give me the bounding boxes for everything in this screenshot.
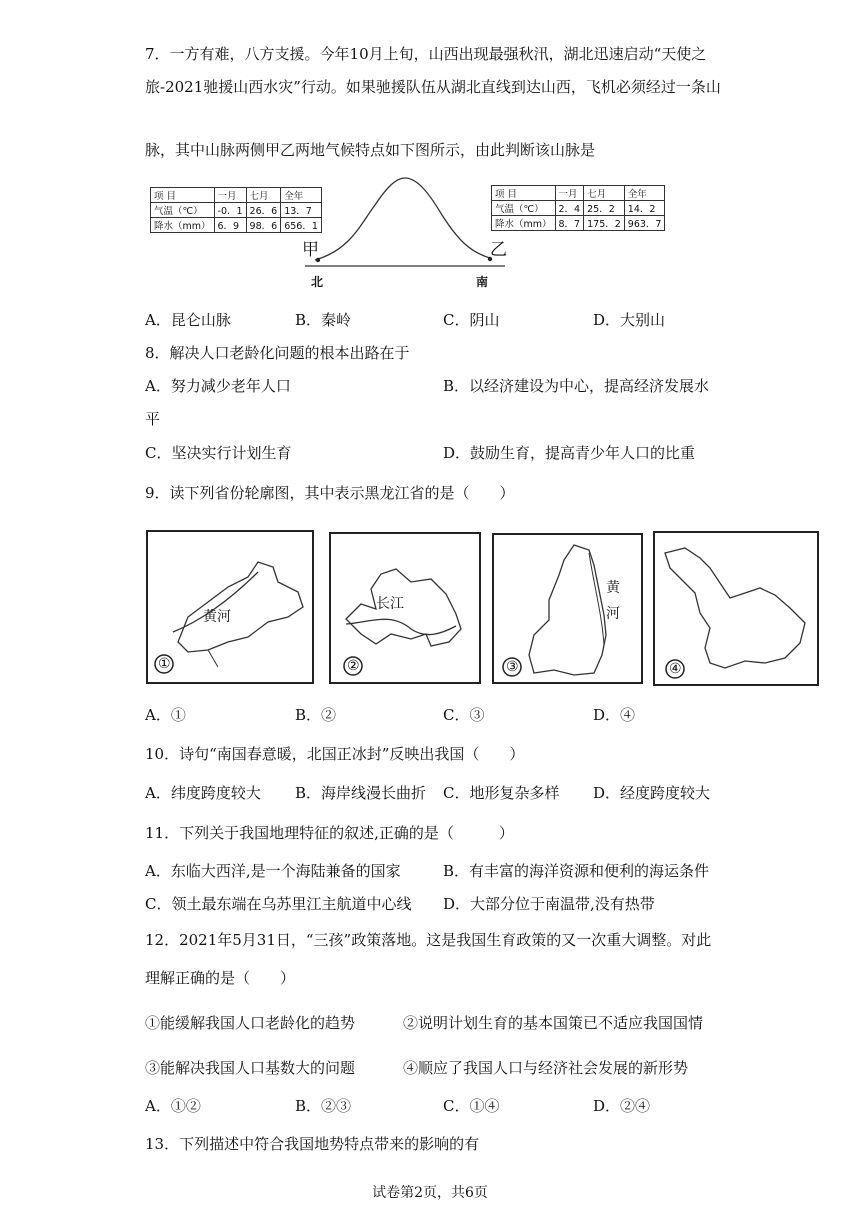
- map-2-river: 长江: [376, 596, 404, 612]
- q9-option-d[interactable]: D．④: [593, 706, 636, 724]
- map-3-number: ③: [506, 659, 519, 675]
- map-hubei[interactable]: [329, 532, 481, 684]
- q11-option-a[interactable]: A．东临大西洋,是一个海陆兼备的国家: [145, 862, 401, 880]
- map-4-number: ④: [669, 661, 682, 677]
- q7-line-3: 脉，其中山脉两侧甲乙两地气候特点如下图所示，由此判断该山脉是: [145, 141, 596, 159]
- q8-option-a[interactable]: A．努力减少老年人口: [145, 377, 291, 395]
- q11-option-d[interactable]: D．大部分位于南温带,没有热带: [443, 895, 655, 913]
- q12-option-c[interactable]: C．①④: [443, 1097, 500, 1115]
- q10-stem: 10．诗句“南国春意暖，北国正冰封”反映出我国（ ）: [145, 745, 525, 763]
- q11-stem: 11．下列关于我国地理特征的叙述,正确的是（ ）: [145, 824, 514, 842]
- q7-option-d[interactable]: D．大别山: [593, 311, 666, 329]
- page-footer: 试卷第2页，共6页: [372, 1185, 488, 1201]
- q8-stem: 8．解决人口老龄化问题的根本出路在于: [145, 344, 410, 362]
- map-shandong[interactable]: [146, 530, 314, 684]
- q7-option-b[interactable]: B．秦岭: [295, 311, 352, 329]
- q12-statement-4: ④顺应了我国人口与经济社会发展的新形势: [403, 1059, 689, 1077]
- q9-option-b[interactable]: B．②: [295, 706, 337, 724]
- q10-option-c[interactable]: C．地形复杂多样: [443, 784, 560, 802]
- q11-option-c[interactable]: C．领土最东端在乌苏里江主航道中心线: [145, 895, 412, 913]
- climate-table-yi: 项 目 一月 七月 全年 气温（℃） 2．4 25．2 14．2 降水（mm） 8．7 175．2 963．7: [491, 185, 665, 231]
- q8-option-d[interactable]: D．鼓励生育，提高青少年人口的比重: [443, 444, 696, 462]
- q8-option-b[interactable]: B．以经济建设为中心，提高经济发展水: [443, 377, 710, 395]
- map-1-number: ①: [158, 656, 171, 672]
- point-jia-label: 甲: [302, 240, 319, 260]
- q13-stem: 13．下列描述中符合我国地势特点带来的影响的有: [145, 1135, 480, 1153]
- q11-option-b[interactable]: B．有丰富的海洋资源和便利的海运条件: [443, 862, 710, 880]
- q12-option-d[interactable]: D．②④: [593, 1097, 651, 1115]
- map-2-number: ②: [347, 658, 360, 674]
- point-yi-label: 乙: [490, 240, 507, 260]
- q7-line-2: 旅-2021驰援山西水灾”行动。如果驰援队伍从湖北直线到达山西，飞机必须经过一条山: [145, 78, 721, 96]
- q8-option-b-continued: 平: [145, 410, 161, 428]
- map-3-river: 黄河: [606, 580, 620, 622]
- south-label: 南: [476, 275, 489, 289]
- q12-statement-2: ②说明计划生育的基本国策已不适应我国国情: [403, 1014, 704, 1032]
- map-shaanxi[interactable]: [492, 533, 643, 684]
- q12-option-b[interactable]: B．②③: [295, 1097, 352, 1115]
- q7-line-1: 7．一方有难，八方支援。今年10月上旬，山西出现最强秋汛，湖北迅速启动“天使之: [145, 45, 707, 63]
- q9-option-a[interactable]: A．①: [145, 706, 186, 724]
- q7-option-c[interactable]: C．阴山: [443, 311, 500, 329]
- map-heilongjiang[interactable]: [653, 531, 819, 686]
- q12-option-a[interactable]: A．①②: [145, 1097, 201, 1115]
- q12-statement-1: ①能缓解我国人口老龄化的趋势: [145, 1014, 356, 1032]
- climate-table-jia: 项 目 一月 七月 全年 气温（℃） -0．1 26．6 13．7 降水（mm） 6．9 98．6 656．1: [150, 187, 322, 233]
- map-1-river: 黄河: [203, 609, 231, 625]
- q8-option-c[interactable]: C．坚决实行计划生育: [145, 444, 292, 462]
- q10-option-b[interactable]: B．海岸线漫长曲折: [295, 784, 427, 802]
- q9-stem: 9．读下列省份轮廓图，其中表示黑龙江省的是（ ）: [145, 484, 515, 502]
- north-label: 北: [311, 275, 324, 289]
- q10-option-a[interactable]: A．纬度跨度较大: [145, 784, 261, 802]
- q9-option-c[interactable]: C．③: [443, 706, 485, 724]
- q7-option-a[interactable]: A．昆仑山脉: [145, 311, 231, 329]
- q12-line-2: 理解正确的是（ ）: [145, 969, 296, 987]
- q12-statement-3: ③能解决我国人口基数大的问题: [145, 1059, 356, 1077]
- q12-line-1: 12．2021年5月31日，“三孩”政策落地。这是我国生育政策的又一次重大调整。对此: [145, 931, 712, 949]
- q10-option-d[interactable]: D．经度跨度较大: [593, 784, 711, 802]
